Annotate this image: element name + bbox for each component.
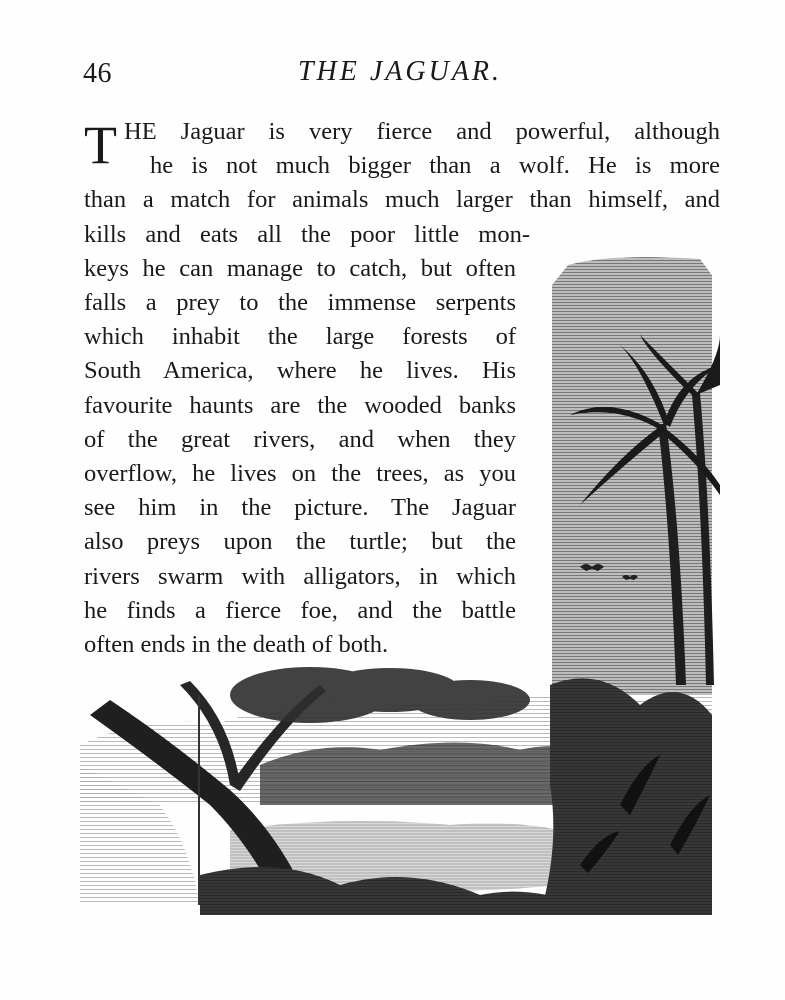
text-line: often ends in the death of both. xyxy=(84,631,389,658)
text-line: also preys upon the turtle; but the xyxy=(84,528,516,555)
text-line: than a match for animals much larger than himself, and xyxy=(84,186,720,213)
drop-cap: T xyxy=(84,115,117,175)
text-line: he finds a fierce foe, and the battle xyxy=(84,597,516,624)
text-line: he is not much bigger than a wolf. He is more xyxy=(150,152,720,179)
text-line: which inhabit the large forests of xyxy=(84,323,516,350)
text-line: South America, where he lives. His xyxy=(84,357,516,384)
running-title: THE JAGUAR. xyxy=(297,56,503,87)
text-line: of the great rivers, and when they xyxy=(84,426,516,453)
page-number: 46 xyxy=(83,58,112,89)
text-line: kills and eats all the poor little mon- xyxy=(84,221,530,248)
text-line: favourite haunts are the wooded banks xyxy=(84,392,516,419)
text-line: falls a prey to the immense serpents xyxy=(84,289,516,316)
mid-hills xyxy=(260,743,600,806)
pole xyxy=(198,695,200,905)
text-line: HE Jaguar is very fierce and powerful, although xyxy=(124,118,720,145)
text-line: see him in the picture. The Jaguar xyxy=(84,494,516,521)
sky-panel xyxy=(552,257,712,695)
text-line: rivers swarm with alligators, in which xyxy=(84,563,516,590)
text-line: overflow, he lives on the trees, as you xyxy=(84,460,516,487)
text-line: keys he can manage to catch, but often xyxy=(84,255,516,282)
jaguar-landscape-engraving xyxy=(80,245,720,925)
